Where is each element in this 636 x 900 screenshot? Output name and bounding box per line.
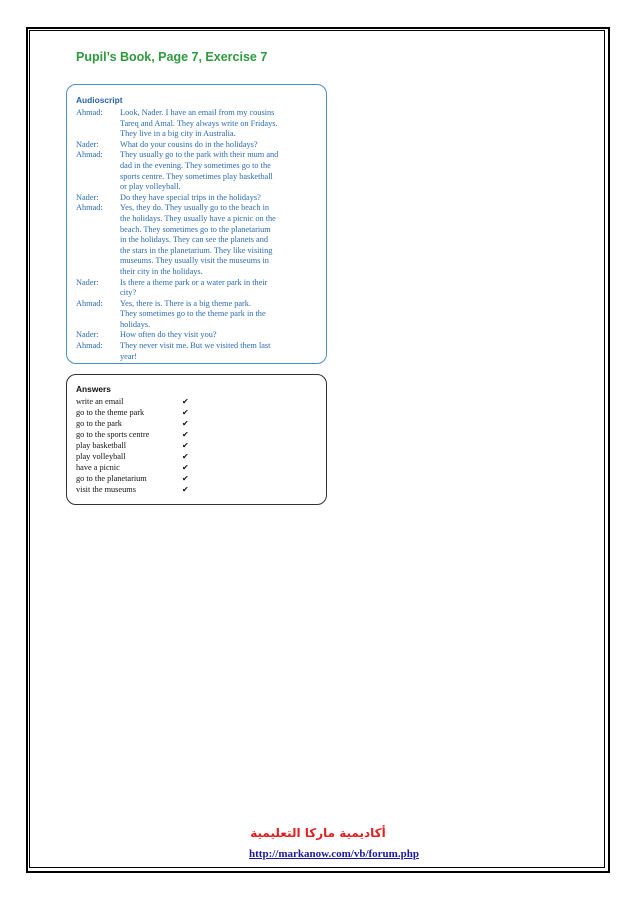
audioscript-lines [76, 108, 318, 362]
speaker-label: Ahmad: [76, 298, 103, 308]
speech-text: Tareq and Amal. They always write on Fridays. [120, 118, 278, 128]
speech-text: the holidays. They usually have a picnic on the [120, 213, 276, 223]
audioscript-line [76, 246, 318, 257]
speech-text: Is there a theme park or a water park in their [120, 277, 268, 287]
answer-text: write an email [76, 397, 124, 406]
speech-text: Yes, they do. They usually go to the beach in [120, 203, 270, 213]
speech-text: Look, Nader. I have an email from my cousins [120, 108, 275, 117]
speaker-label [76, 225, 120, 236]
audioscript-line [76, 267, 318, 278]
answer-item [76, 407, 318, 418]
audioscript-line [76, 341, 318, 352]
audioscript-line [76, 172, 318, 183]
speech-text: They usually go to the park with their mum and [120, 150, 279, 160]
audioscript-line [76, 129, 318, 140]
speaker-label [76, 235, 120, 246]
answer-item [76, 418, 318, 429]
speaker-label: Nader: [76, 139, 99, 149]
audioscript-line [76, 330, 318, 341]
audioscript-line [76, 203, 318, 214]
speech-text: They never visit me. But we visited them last [120, 341, 271, 351]
speaker-label [76, 267, 120, 278]
speech-text: They sometimes go to the theme park in the [120, 309, 266, 319]
speaker-label: Ahmad: [76, 341, 103, 351]
check-mark-icon: ✔ [182, 474, 189, 483]
speech-text: city? [120, 288, 137, 298]
answer-text: go to the sports centre [76, 430, 150, 439]
speech-text: They live in a big city in Australia. [120, 129, 236, 139]
answer-item [76, 473, 318, 484]
answer-text: have a picnic [76, 463, 120, 472]
check-mark-icon: ✔ [182, 485, 189, 494]
answer-text: visit the museums [76, 485, 136, 494]
answer-text: play volleyball [76, 452, 126, 461]
audioscript-line [76, 309, 318, 320]
speaker-label: Ahmad: [76, 108, 103, 117]
speaker-label: Nader: [76, 277, 99, 287]
speech-text: in the holidays. They can see the planets and [120, 235, 268, 245]
answer-item [76, 462, 318, 473]
answer-item [76, 396, 318, 407]
speaker-label [76, 172, 120, 183]
audioscript-line [76, 225, 318, 236]
speaker-label [76, 256, 120, 267]
audioscript-line [76, 182, 318, 193]
audioscript-line [76, 288, 318, 299]
speech-text: or play volleyball. [120, 182, 181, 192]
answer-item [76, 429, 318, 440]
speech-text: Do they have special trips in the holidays? [120, 192, 261, 202]
speaker-label [76, 161, 120, 172]
check-mark-icon: ✔ [182, 408, 189, 417]
speech-text: dad in the evening. They sometimes go to the [120, 160, 271, 170]
speaker-label [76, 288, 120, 299]
check-mark-icon: ✔ [182, 452, 189, 461]
answer-text: play basketball [76, 441, 126, 450]
speaker-label [76, 119, 120, 130]
speaker-label [76, 182, 120, 193]
speaker-label: Nader: [76, 192, 99, 202]
audioscript-line [76, 119, 318, 130]
footer-academy-name: أكاديمية ماركا التعليمية [250, 826, 386, 840]
answer-text: go to the theme park [76, 408, 145, 417]
audioscript-line [76, 193, 318, 204]
answer-text: go to the park [76, 419, 122, 428]
speech-text: the stars in the planetarium. They like visiting [120, 245, 273, 255]
audioscript-line [76, 161, 318, 172]
speech-text: sports centre. They sometimes play basketball [120, 171, 273, 181]
speech-text: museums. They usually visit the museums in [120, 256, 269, 266]
speech-text: What do your cousins do in the holidays? [120, 139, 258, 149]
check-mark-icon: ✔ [182, 441, 189, 450]
speaker-label: Nader: [76, 330, 99, 340]
speaker-label [76, 214, 120, 225]
speech-text: How often do they visit you? [120, 330, 217, 340]
audioscript-line [76, 150, 318, 161]
audioscript-line [76, 256, 318, 267]
audioscript-line [76, 140, 318, 151]
check-mark-icon: ✔ [182, 463, 189, 472]
audioscript-line [76, 278, 318, 289]
speech-text: holidays. [120, 319, 151, 329]
audioscript-line [76, 235, 318, 246]
speech-text: beach. They sometimes go to the planetarium [120, 224, 271, 234]
check-mark-icon: ✔ [182, 430, 189, 439]
answers-list [76, 396, 318, 495]
audioscript-line [76, 299, 318, 310]
audioscript-box [66, 84, 327, 364]
answer-item [76, 451, 318, 462]
answers-heading: Answers [76, 384, 111, 394]
speaker-label: Ahmad: [76, 150, 103, 160]
answer-text: go to the planetarium [76, 474, 147, 483]
speaker-label [76, 129, 120, 140]
speech-text: Yes, there is. There is a big theme park. [120, 298, 252, 308]
answer-item [76, 440, 318, 451]
audioscript-line [76, 320, 318, 331]
speaker-label [76, 246, 120, 257]
footer-forum-link[interactable]: http://markanow.com/vb/forum.php [249, 848, 419, 860]
audioscript-line [76, 214, 318, 225]
answer-item [76, 484, 318, 495]
check-mark-icon: ✔ [182, 397, 189, 406]
speech-text: year! [120, 351, 138, 361]
speaker-label: Ahmad: [76, 203, 103, 213]
speaker-label [76, 320, 120, 331]
answers-box [66, 374, 327, 505]
check-mark-icon: ✔ [182, 419, 189, 428]
speaker-label [76, 352, 120, 363]
speaker-label [76, 309, 120, 320]
speech-text: their city in the holidays. [120, 266, 203, 276]
audioscript-line [76, 352, 318, 363]
audioscript-heading: Audioscript [76, 95, 123, 105]
exercise-title: Pupil’s Book, Page 7, Exercise 7 [76, 50, 268, 64]
audioscript-line [76, 108, 318, 119]
